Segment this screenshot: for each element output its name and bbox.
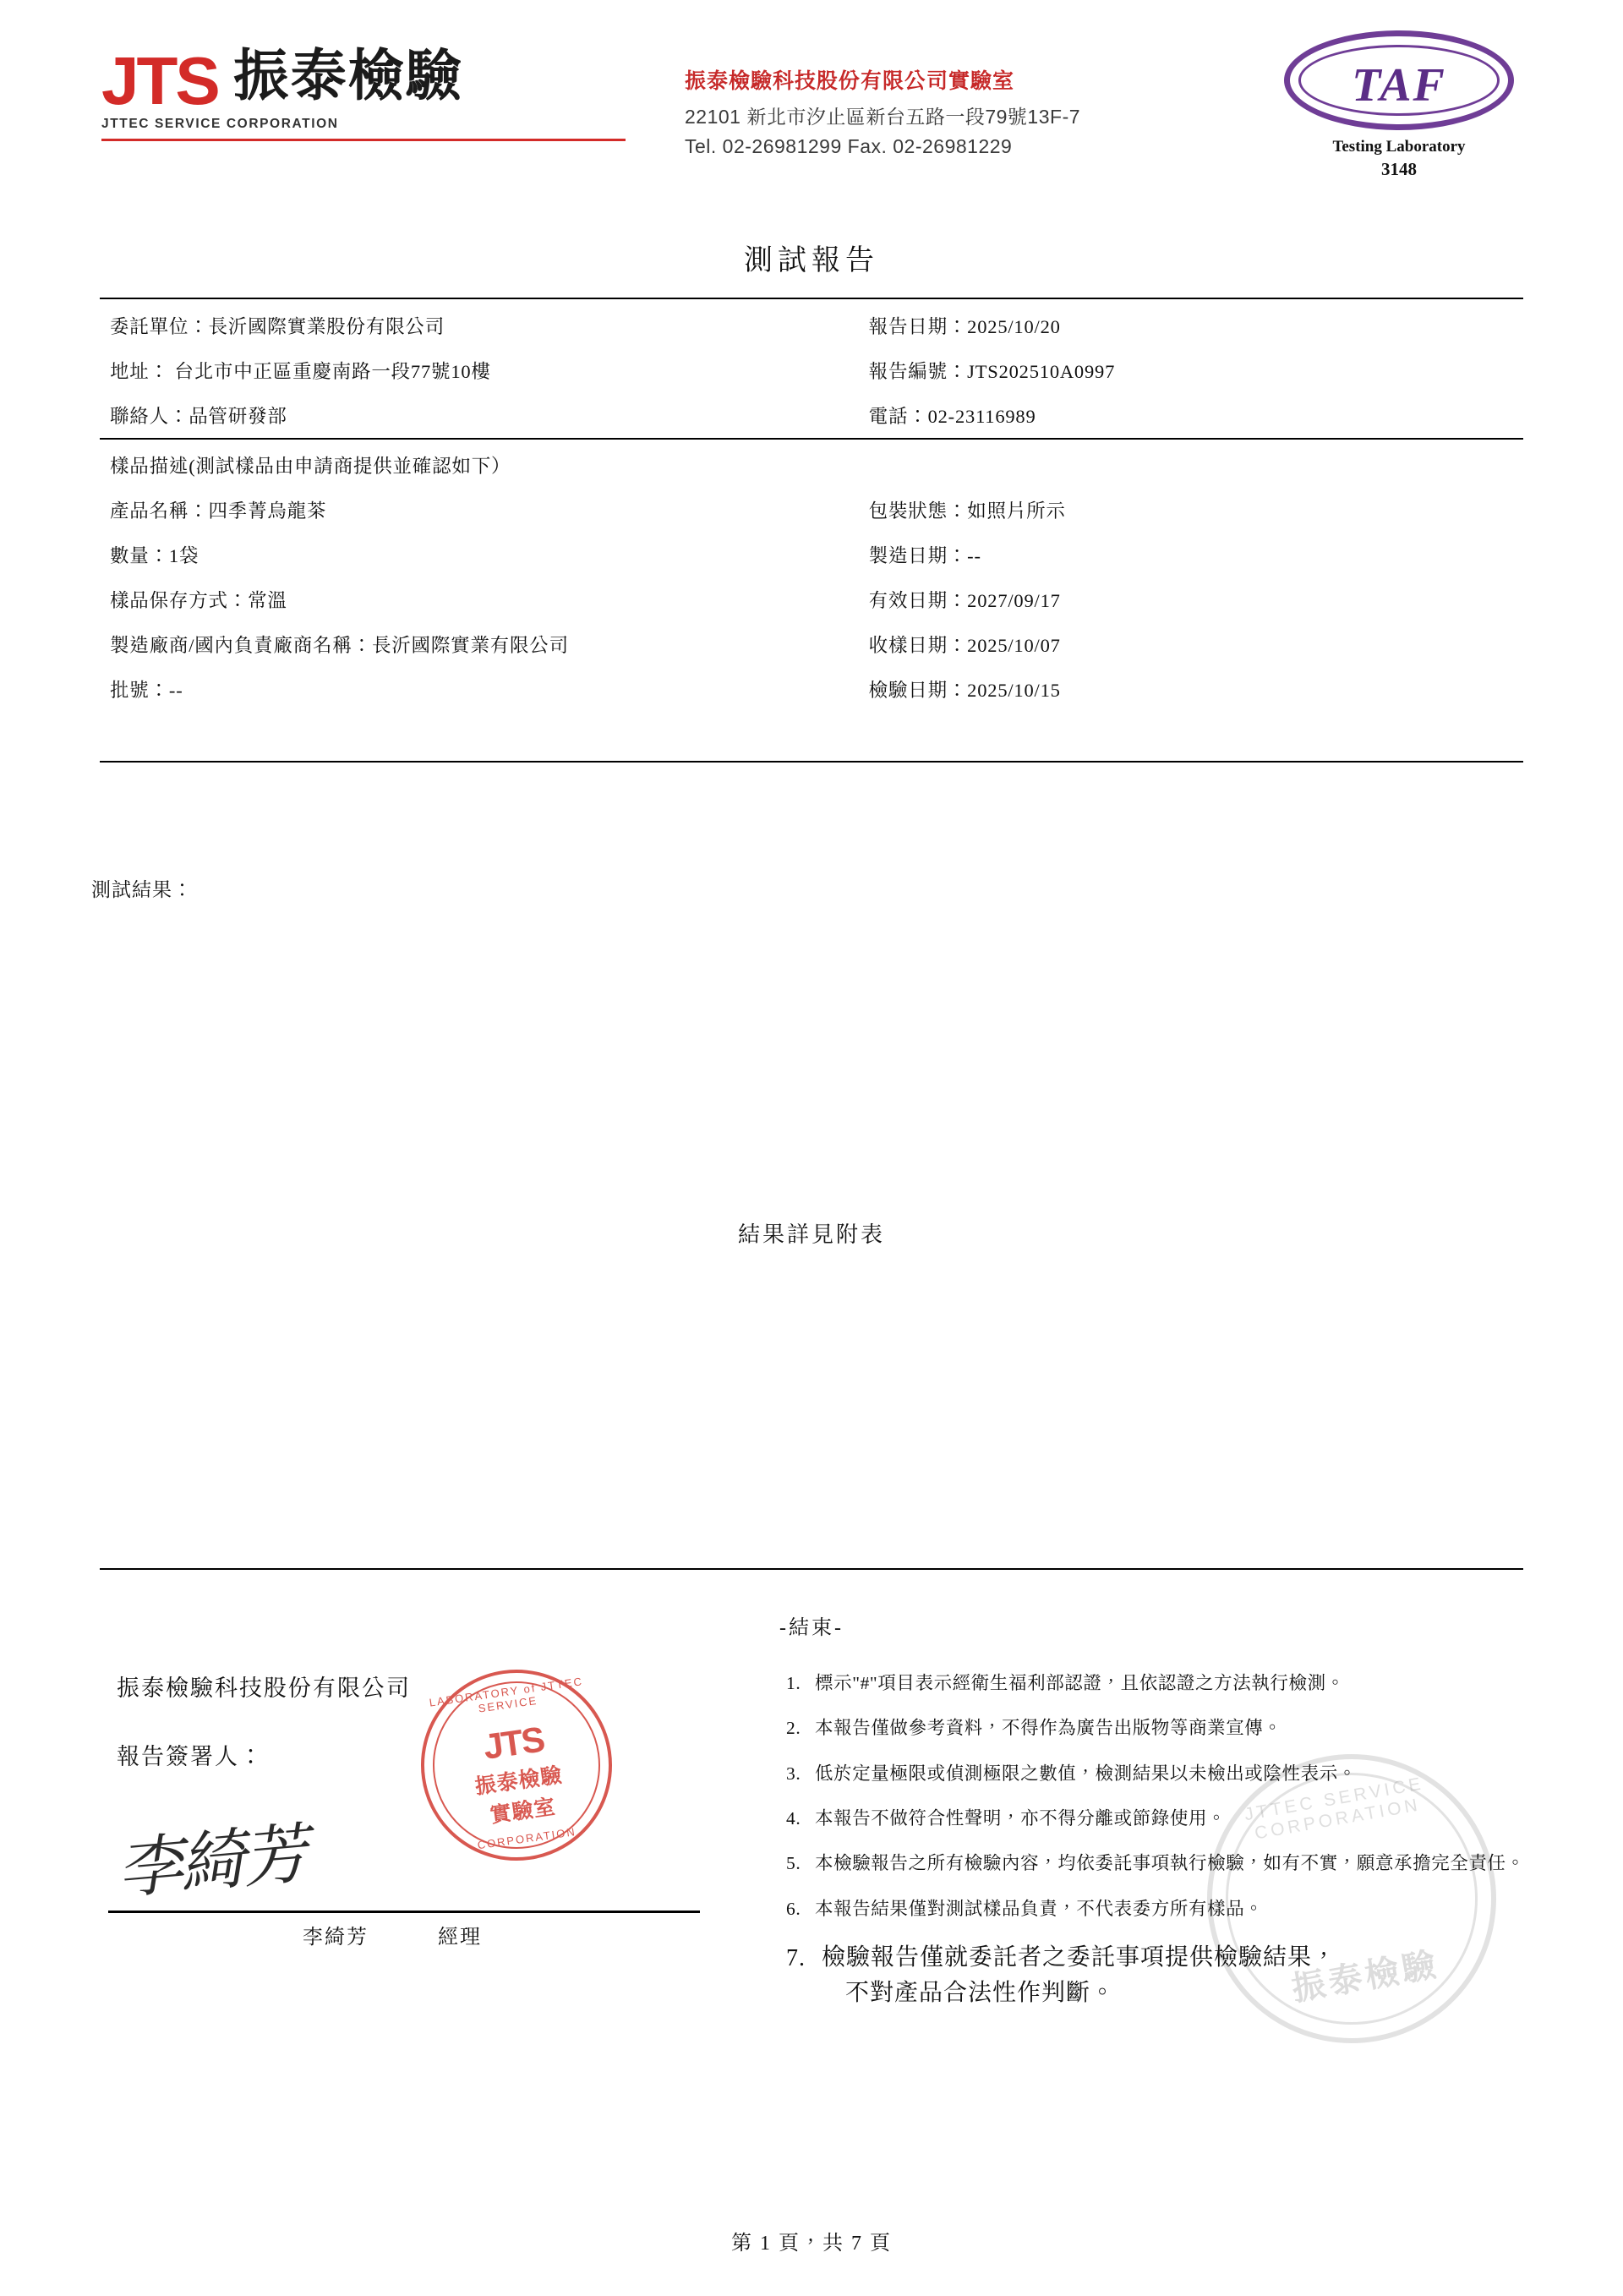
info-row bbox=[100, 303, 1523, 347]
company-logo bbox=[101, 43, 609, 132]
info-row bbox=[100, 392, 1523, 437]
quantity: 數量：1袋 bbox=[110, 544, 199, 566]
info-mid-rule bbox=[100, 438, 1523, 440]
company-contact-block bbox=[685, 64, 1260, 158]
storage-method: 樣品保存方式：常溫 bbox=[110, 589, 287, 611]
note-text-line1: 檢驗報告僅就委託者之委託事項提供檢驗結果， bbox=[822, 1943, 1337, 1971]
note-item bbox=[786, 1670, 1530, 1697]
client-info-block bbox=[100, 303, 1523, 437]
taf-accreditation-logo bbox=[1276, 30, 1522, 180]
report-header bbox=[101, 30, 1522, 204]
jts-logo-chinese: 振泰檢驗 bbox=[232, 46, 463, 107]
note-item bbox=[786, 1714, 1530, 1742]
note-text: 本報告不做符合性聲明，亦不得分離或節錄使用。 bbox=[815, 1807, 1227, 1829]
report-number: 報告編號：JTS202510A0997 bbox=[868, 360, 1116, 382]
results-label: 測試結果： bbox=[91, 879, 193, 900]
results-bottom-rule bbox=[100, 1568, 1523, 1570]
seal-chinese: 振泰檢驗 bbox=[473, 1763, 565, 1799]
info-row bbox=[100, 621, 1523, 666]
product-name: 產品名稱：四季菁烏龍茶 bbox=[110, 500, 327, 522]
client-phone: 電話：02-23116989 bbox=[868, 405, 1036, 427]
page-footer: 第 1 頁，共 7 頁 bbox=[731, 2233, 892, 2255]
note-item-highlight bbox=[786, 1940, 1530, 2011]
info-row bbox=[100, 347, 1523, 392]
note-index: 4. bbox=[786, 1807, 801, 1829]
jts-logo-subtitle: JTTEC SERVICE CORPORATION bbox=[101, 117, 339, 131]
info-row bbox=[100, 487, 1523, 532]
info-top-rule bbox=[100, 298, 1523, 299]
note-item bbox=[786, 1760, 1530, 1788]
seal-top-arc-text: LABORATORY of JTTEC SERVICE bbox=[428, 1675, 584, 1715]
note-item bbox=[786, 1805, 1530, 1833]
seal-bottom-arc-text: CORPORATION bbox=[476, 1825, 577, 1852]
signer-name: 李綺芳 bbox=[303, 1927, 369, 1949]
note-text-line2: 不對產品合法性作判斷。 bbox=[845, 1979, 1116, 2006]
notes-list bbox=[786, 1670, 1530, 2028]
lab-address: 22101 新北市汐止區新台五路一段79號13F-7 bbox=[685, 106, 1081, 128]
note-text-group bbox=[822, 1940, 1336, 2011]
info-row bbox=[100, 577, 1523, 621]
note-index: 1. bbox=[786, 1673, 801, 1693]
note-item bbox=[786, 1895, 1530, 1923]
seal-chinese-lab: 實驗室 bbox=[489, 1796, 558, 1828]
test-date: 檢驗日期：2025/10/15 bbox=[868, 679, 1061, 701]
watermark-text: 振泰檢驗 bbox=[1288, 1944, 1442, 2009]
signature-company: 振泰檢驗科技股份有限公司 bbox=[117, 1676, 411, 1701]
signer-title: 經理 bbox=[438, 1927, 482, 1949]
client-company: 委託單位：長沂國際實業股份有限公司 bbox=[110, 315, 445, 337]
note-text: 低於定量極限或偵測極限之數值，檢測結果以未檢出或陰性表示。 bbox=[815, 1763, 1357, 1784]
sample-info-block bbox=[100, 443, 1523, 711]
info-row bbox=[100, 532, 1523, 577]
logo-divider bbox=[101, 139, 626, 141]
note-index: 7. bbox=[786, 1944, 806, 1971]
note-index: 3. bbox=[786, 1763, 801, 1784]
watermark-top-text: JTTEC SERVICE CORPORATION bbox=[1243, 1774, 1426, 1844]
manufacture-date: 製造日期：-- bbox=[868, 544, 981, 566]
note-index: 2. bbox=[786, 1718, 801, 1739]
signature-signer-label: 報告簽署人： bbox=[117, 1744, 264, 1769]
handwritten-signature: 李綺芳 bbox=[114, 1817, 308, 1907]
jts-logo-mark: JTS bbox=[101, 43, 218, 118]
note-text: 標示"#"項目表示經衛生福利部認證，且依認證之方法執行檢測。 bbox=[815, 1673, 1345, 1693]
package-state: 包裝狀態：如照片所示 bbox=[868, 500, 1066, 522]
note-index: 5. bbox=[786, 1853, 801, 1874]
seal-jts-mark: JTS bbox=[480, 1719, 546, 1767]
info-row bbox=[100, 666, 1523, 711]
note-item bbox=[786, 1850, 1530, 1878]
lab-phone-fax: Tel. 02-26981299 Fax. 02-26981229 bbox=[685, 135, 1013, 157]
client-address: 地址： 台北市中正區重慶南路一段77號10樓 bbox=[110, 360, 491, 382]
expiry-date: 有效日期：2027/09/17 bbox=[868, 589, 1061, 611]
note-text: 本報告僅做參考資料，不得作為廣告出版物等商業宣傳。 bbox=[815, 1718, 1282, 1739]
client-contact: 聯絡人：品管研發部 bbox=[110, 405, 287, 427]
manufacturer-name: 製造廠商/國內負責廠商名稱：長沂國際實業有限公司 bbox=[110, 634, 569, 656]
info-bottom-rule bbox=[100, 761, 1523, 763]
signature-rule bbox=[108, 1911, 700, 1913]
lab-name: 振泰檢驗科技股份有限公司實驗室 bbox=[685, 69, 1015, 93]
end-marker: -結束- bbox=[779, 1617, 844, 1639]
page-title: 測試報告 bbox=[744, 245, 879, 276]
taf-number: 3148 bbox=[1381, 159, 1417, 179]
received-date: 收樣日期：2025/10/07 bbox=[868, 634, 1061, 656]
note-index: 6. bbox=[786, 1898, 801, 1919]
taf-oval-icon bbox=[1284, 30, 1514, 130]
taf-label: Testing Laboratory bbox=[1332, 138, 1466, 156]
sample-description-heading: 樣品描述(測試樣品由申請商提供並確認如下） bbox=[110, 456, 511, 477]
taf-mark-text: TAF bbox=[1352, 59, 1446, 112]
note-text: 本檢驗報告之所有檢驗內容，均依委託事項執行檢驗，如有不實，願意承擔完全責任。 bbox=[815, 1853, 1525, 1874]
results-note: 結果詳見附表 bbox=[737, 1222, 885, 1247]
report-date: 報告日期：2025/10/20 bbox=[868, 315, 1061, 337]
note-text: 本報告結果僅對測試樣品負責，不代表委方所有樣品。 bbox=[815, 1898, 1264, 1919]
lot-number: 批號：-- bbox=[110, 679, 183, 701]
seal-center bbox=[420, 1713, 616, 1837]
